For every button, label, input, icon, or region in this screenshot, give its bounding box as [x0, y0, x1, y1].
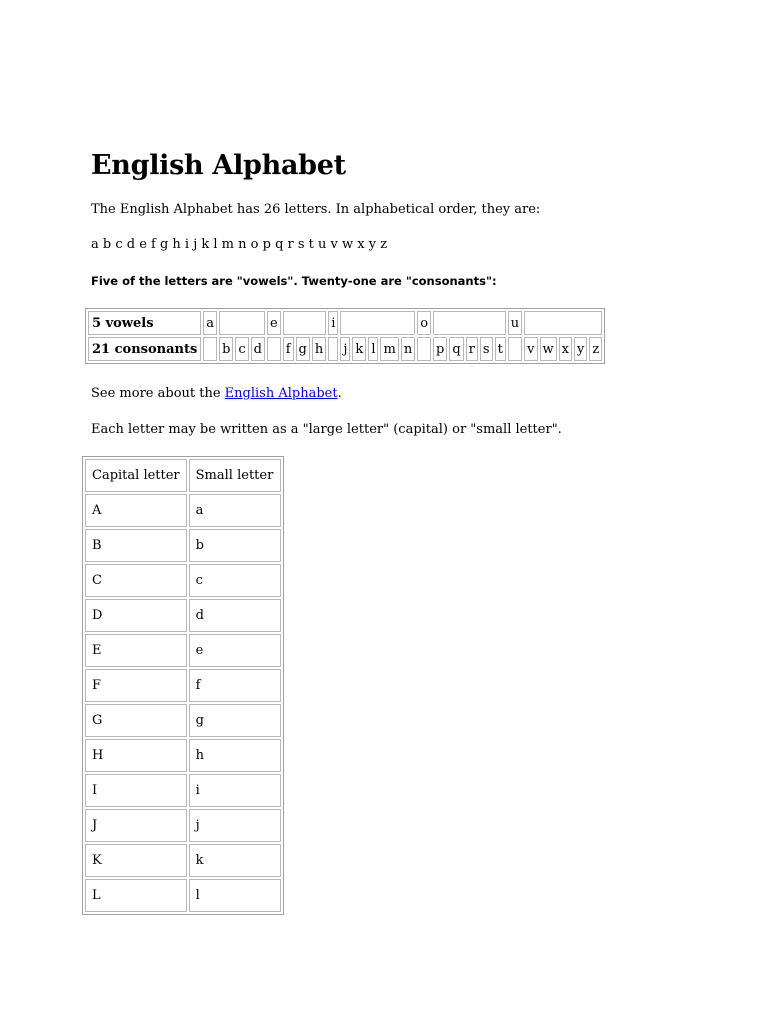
capital-letter-cell: A — [85, 494, 187, 527]
vowel-gap-cell — [219, 311, 265, 335]
small-letter-cell: k — [189, 844, 281, 877]
table-row — [85, 599, 281, 632]
vowel-gap-cell — [524, 311, 602, 335]
capital-small-table — [82, 456, 284, 915]
capital-letter-cell: H — [85, 739, 187, 772]
consonant-cell: q — [449, 337, 463, 361]
consonant-cell — [328, 337, 338, 361]
vowel-cell: o — [417, 311, 431, 335]
consonant-cell: s — [480, 337, 493, 361]
consonant-cell: f — [283, 337, 294, 361]
consonant-cell — [267, 337, 281, 361]
capital-letter-cell: E — [85, 634, 187, 667]
see-more-text — [91, 385, 342, 403]
consonant-cell: k — [352, 337, 366, 361]
table-row — [85, 704, 281, 737]
consonant-cell: x — [559, 337, 572, 361]
table-row — [85, 809, 281, 842]
consonant-cell: j — [340, 337, 350, 361]
vowel-cell: u — [508, 311, 522, 335]
table-row — [85, 564, 281, 597]
table-row — [85, 494, 281, 527]
see-more-suffix: . — [337, 386, 342, 401]
small-letter-cell: b — [189, 529, 281, 562]
capital-letter-cell: L — [85, 879, 187, 912]
capital-letter-cell: I — [85, 774, 187, 807]
table-row — [85, 774, 281, 807]
table-row — [85, 879, 281, 912]
vowels-label: 5 vowels — [88, 311, 201, 335]
consonant-cell: r — [466, 337, 478, 361]
consonant-cell: l — [368, 337, 378, 361]
capital-letter-cell: G — [85, 704, 187, 737]
capital-letter-cell: J — [85, 809, 187, 842]
consonant-cell — [417, 337, 431, 361]
vowel-gap-cell — [433, 311, 506, 335]
capital-letter-cell: F — [85, 669, 187, 702]
capital-letter-cell: D — [85, 599, 187, 632]
each-letter-text: Each letter may be written as a "large letter" (capital) or "small letter". — [91, 422, 562, 437]
vowels-note: Five of the letters are "vowels". Twenty-one are "consonants": — [91, 274, 497, 288]
consonant-cell: m — [380, 337, 398, 361]
consonant-cell: d — [251, 337, 265, 361]
consonant-cell: t — [495, 337, 506, 361]
letters-line: a b c d e f g h i j k l m n o p q r s t u v w x y z — [91, 237, 388, 252]
small-letter-cell: j — [189, 809, 281, 842]
consonants-label: 21 consonants — [88, 337, 201, 361]
vowel-cell: a — [203, 311, 217, 335]
consonant-cell: y — [574, 337, 587, 361]
intro-text: The English Alphabet has 26 letters. In alphabetical order, they are: — [91, 202, 541, 217]
table-row — [85, 529, 281, 562]
consonant-cell: w — [540, 337, 557, 361]
consonant-cell: z — [589, 337, 602, 361]
capital-letter-cell: B — [85, 529, 187, 562]
table-row — [85, 634, 281, 667]
consonant-cell: g — [296, 337, 310, 361]
small-letter-cell: c — [189, 564, 281, 597]
vowels-row — [88, 311, 602, 335]
table-row — [85, 844, 281, 877]
english-alphabet-link[interactable]: English Alphabet — [224, 386, 338, 401]
vowel-cell: e — [267, 311, 281, 335]
small-letter-cell: g — [189, 704, 281, 737]
consonant-cell: p — [433, 337, 447, 361]
vowel-gap-cell — [340, 311, 415, 335]
consonant-cell — [508, 337, 522, 361]
consonants-row — [88, 337, 602, 361]
table-row — [85, 739, 281, 772]
table-header-row — [85, 459, 281, 492]
consonant-cell: n — [401, 337, 415, 361]
see-more-prefix: See more about the — [91, 386, 225, 401]
small-letter-cell: e — [189, 634, 281, 667]
capital-letter-header: Capital letter — [85, 459, 187, 492]
vowel-gap-cell — [283, 311, 327, 335]
page-title: English Alphabet — [91, 150, 346, 181]
table-row — [85, 669, 281, 702]
capital-letter-cell: C — [85, 564, 187, 597]
small-letter-cell: f — [189, 669, 281, 702]
consonant-cell — [203, 337, 217, 361]
consonant-cell: b — [219, 337, 233, 361]
consonant-cell: v — [524, 337, 537, 361]
vowels-consonants-table — [85, 308, 605, 364]
small-letter-cell: a — [189, 494, 281, 527]
small-letter-cell: h — [189, 739, 281, 772]
vowel-cell: i — [328, 311, 338, 335]
small-letter-cell: d — [189, 599, 281, 632]
consonant-cell: h — [312, 337, 326, 361]
small-letter-cell: i — [189, 774, 281, 807]
capital-letter-cell: K — [85, 844, 187, 877]
consonant-cell: c — [235, 337, 248, 361]
small-letter-header: Small letter — [189, 459, 281, 492]
small-letter-cell: l — [189, 879, 281, 912]
